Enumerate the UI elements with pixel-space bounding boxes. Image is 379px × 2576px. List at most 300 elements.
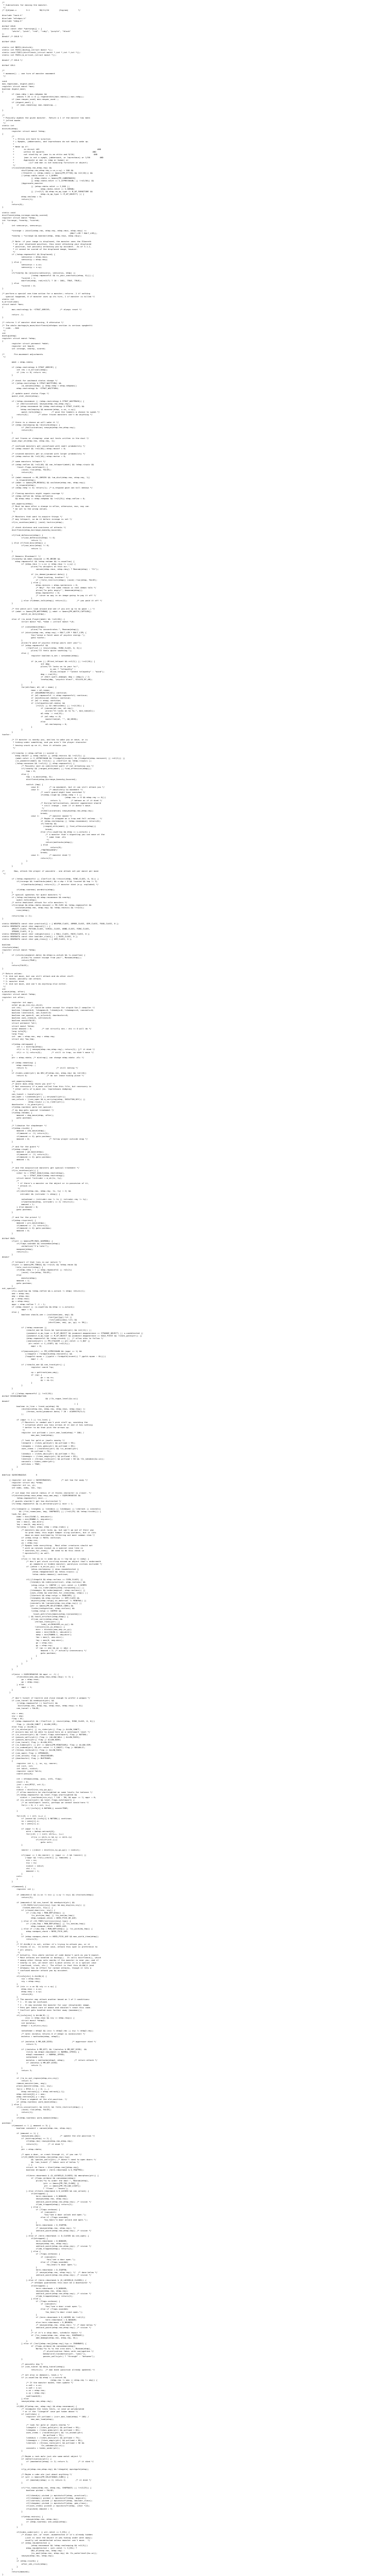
code-line: makeplural(locomotion(ptr, "pass")),	[2, 2352, 87, 2355]
code-line: if (mtmp->mpeaceful &&	[2, 643, 48, 647]
code-line: for(otmp = fobj; otmp; otmp = otmp->nobj) {	[2, 1526, 68, 1529]
code-line: mtmp->iswiz || is_rider(ptr));	[2, 1100, 65, 1104]
code-line: if ((mstatus & MM_HIT) && !(mstatus & MM_DEF_DIED) &&	[2, 2048, 87, 2051]
code-line: struct monst *mtoo;	[2, 1024, 35, 1027]
code-line: }	[2, 374, 13, 377]
code-line: set_apparxy(mtmp);	[2, 1079, 33, 1082]
code-line: /* my dog gets special treatment */	[2, 1108, 54, 1111]
code-line: (uses_items && searches_for_item(mtmp, otmp)) ||	[2, 1591, 88, 1594]
code-line: *	[2, 143, 14, 146]
code-line: }	[2, 2526, 18, 2529]
code-line: mmoved = gd_move(mtmp);	[2, 1150, 44, 1154]
code-line: } else {	[2, 2103, 22, 2106]
code-line: nix = mtmp->mux;	[2, 1977, 41, 1980]
code-line: OBJ_AT(mtmp->mx, mtmp->my) :	[2, 2549, 65, 2552]
code-line: special happened, 0 if monster uses up its turn, 1 if monster is killed */	[2, 295, 95, 298]
code-line: unblock_point(mtmp->mx,mtmp->my); /* vision */	[2, 2200, 92, 2203]
code-line: */	[2, 985, 6, 988]
code-line: if(mtmp->isshk) {	[2, 1127, 32, 1130]
code-line: !index(indigestion, otmp->oclass) &&	[2, 1607, 75, 1610]
code-line: }	[2, 2339, 28, 2342]
code-line: return 3;	[2, 2069, 32, 2072]
code-line: conceals = hides_under(ptr);	[2, 2447, 60, 2450]
code-line: /* Maybe a rock mole just ate some metal object */	[2, 2454, 82, 2458]
code-line: if (mtmp->wormno) see_wsegs(mtmp);	[2, 2520, 67, 2523]
code-line: /* During hallucination, monster appearance should	[2, 801, 101, 804]
code-line: if(((likegold && otmp->oclass == COIN_CLASS) ||	[2, 1578, 83, 1581]
code-line: if(g_at(mtmp->mx,mtmp->my) && likegold) mpickgold(mtmp);	[2, 2468, 89, 2471]
code-line: chcnt = 0;	[2, 1780, 29, 1783]
code-line: register struct permonst *mdat;	[2, 342, 49, 345]
code-line: lmx = max(1, omx-minr);	[2, 1636, 64, 1639]
code-line: can_open = !(nohands(ptr) || verysmall(ptr));	[2, 1095, 66, 1098]
code-line: /* Not necessary if m_move called from this file, but necessary in	[2, 1084, 92, 1088]
code-line: touch_petrifies(&mons[otmp->corpsenm])))	[2, 1612, 82, 1615]
code-line: mstatus = mattackm(mtmp, mtmp2);	[2, 2035, 60, 2038]
code-line: /* returns 1 if monster died moving, 0 otherwise */	[2, 321, 64, 324]
code-line: struct monst *m2, *nmon = (struct monst *)0;	[2, 620, 75, 623]
code-line: }	[2, 890, 13, 893]
code-line: && !is_rider(&mons[otmp->corpsenm])))) ||	[2, 1586, 84, 1589]
code-line: if(btrapped) {	[2, 2236, 48, 2240]
code-line: */	[2, 6, 6, 9]
code-line: (ptr == &mons[PM_GELATINOUS_CUBE] &&	[2, 1604, 74, 1607]
code-line: }	[2, 1284, 13, 1287]
code-line: unblock_point(mtmp->mx,mtmp->my); /* vision */	[2, 2326, 92, 2329]
code-line: if (avoid && (info[i] & NOTONL)) continue;	[2, 1817, 72, 1820]
code-line: }	[2, 1662, 23, 1665]
code-line: seescaryx = mtmp->mux;	[2, 256, 48, 259]
code-line: switch (tmp) {	[2, 783, 43, 786]
code-line: if (cp) {	[2, 1374, 42, 1377]
code-line: mongone(mtmp);	[2, 1247, 33, 1250]
code-line: * having snuck up on it, then it attacks you.	[2, 743, 67, 747]
code-line: * 0: did not move, but can still attack and do other stuff.	[2, 974, 75, 977]
code-line: /* If the monster moved, then update */	[2, 2381, 74, 2384]
code-line: if(nx == mtrk->x && ny == mtrk->y)	[2, 1835, 72, 1838]
code-line: if ((telepathic(m2->data) &&	[2, 702, 65, 705]
code-line: gx = mtmp->mux;	[2, 1677, 40, 1681]
code-line: nidist > (couldsee(nix,niy) ? 144 : 36) && appr == 1) appr = 0;	[2, 1796, 96, 1799]
code-line: if (mtmp->mpeaceful && (!Conflict || resist(mtmp, RING_CLASS, 0, 0)))	[2, 1720, 95, 1723]
code-line: if (flags.verbose) {	[2, 2300, 60, 2303]
code-line: */	[2, 1554, 25, 1557]
code-line: m_respond(mtmp);	[2, 484, 36, 487]
code-line: } else	[2, 282, 19, 285]
code-line: if (is_demon(youmonst.data)) {	[2, 573, 67, 576]
code-line: ny = poss[i].y;	[2, 1822, 40, 1825]
code-line: } else if (here->doormask & (D_LOCKED|D_CLOSED)) {	[2, 2279, 87, 2282]
code-line: register struct monst *mtmp;	[2, 337, 36, 340]
code-line: if((likegold || likegems || likeobjs || likemagic || likerock || conceals)	[2, 1507, 101, 1510]
code-line: if (mmoved==1 && can_tunnel && needspick(ptr) &&	[2, 1901, 75, 1904]
code-line: else flag |= ALLOW_U;	[2, 1725, 37, 1728]
code-line: u.ux = mtmp->mx;	[2, 2389, 46, 2392]
code-line: if (otmp->otyp == ROCK) continue;	[2, 1536, 61, 1539]
code-line: !mtmp->mpeaceful) minr--;	[2, 1497, 47, 1500]
code-line: mtmp->mtrack[0].x = omx;	[2, 2092, 46, 2095]
code-line: if ((mtmp->mstrategy & STRAT_WAITFORU) &&	[2, 381, 61, 384]
code-line: remove_monster(omx, omy);	[2, 2082, 47, 2085]
code-line: }	[2, 1468, 13, 1471]
code-line: */	[2, 163, 15, 166]
code-line: } else {	[2, 2297, 41, 2300]
code-line: /* note: mstatus returns 0 if mtmp2 is nonexistent */	[2, 2032, 85, 2035]
code-line: pline("%s cannot escape from you!", Monnam(mtmp));	[2, 956, 82, 959]
code-line: }	[2, 1995, 18, 1998]
code-line: */	[2, 329, 6, 332]
code-line: SPBOOK_CLASS, 0 };	[2, 930, 33, 933]
code-line: if(mtmp->isgd) {	[2, 1147, 31, 1150]
code-line: /*	[2, 1179, 19, 1182]
code-line: case 1: /* monster moved */	[2, 815, 72, 818]
code-line: here->doormask = D_NODOOR;	[2, 2286, 67, 2290]
code-line: for(j=0; j < jcnt; mtrk++, j++)	[2, 1833, 64, 1836]
code-line: && (!*in_rooms(omx, omy, SHOPBASE) || (!rn2(25) && !mtmp->isshk))) {	[2, 1510, 101, 1513]
code-line: int res = m_arrival(mtmp);	[2, 368, 48, 371]
code-line: if(u.uswallow && !mtmp->mflee && u.ustuck != mtmp) return(1);	[2, 1290, 85, 1293]
code-line: if (mdat == &mons[PM_MEDUSA] && couldsee(mtmp->mx, mtmp->my))	[2, 481, 85, 484]
code-line: (!appr && !rn2(++chcnt)) || !mmoved) {	[2, 1856, 71, 1859]
code-line: #endif	[2, 1399, 10, 1402]
code-line: {	[2, 998, 4, 1001]
code-line: } else	[2, 1683, 24, 1686]
code-line: * + Nymphs, jabberwocks, and leprechauns do not easily wake up.	[2, 140, 89, 143]
code-line: }	[2, 1069, 13, 1072]
code-line: ty = STRAT_GOALY(mtmp->mstrategy);	[2, 1174, 65, 1177]
code-line: if(distmin(omx,omy,mtmp->mux,mtmp->muy) <= 3) {	[2, 1675, 74, 1678]
code-line: goto postmov;	[2, 1208, 32, 1211]
code-line: likemagic = (likes_magic(ptr) && pctload < 85);	[2, 1454, 78, 1458]
code-line: You_hear("a door open.");	[2, 2263, 77, 2266]
code-line: disturb(mtmp)	[2, 127, 18, 130]
code-line: }	[2, 1877, 18, 1880]
code-line: unblock_point(mtmp->mx,mtmp->my); /* vision */	[2, 2229, 92, 2232]
code-line: * in direct LOS AND	[2, 148, 101, 151]
code-line: }	[2, 1654, 37, 1657]
code-line: ptr->mlet == S_LIGHT) && !rn2(3)))	[2, 1342, 70, 1345]
code-line: && (!Is_rogue_level(&u.uz))	[2, 1397, 78, 1400]
code-line: if (mtmp->msleeping || !mtmp->mcanmove) return(0);	[2, 820, 101, 823]
code-line: pline("It feels quite soothing.");	[2, 649, 72, 652]
code-line: omx = mtmp->mx;	[2, 1292, 30, 1295]
code-line: (youmonst.m_ap_type == M_AP_OBJECT && youmonst.mappearance == STRANGE_OBJECT) || u.uundetected ||	[2, 1331, 144, 1334]
code-line: /* monsters may pick rocks up, but won't go out of their way	[2, 1528, 94, 1531]
code-line: nxti: ;	[2, 1874, 33, 1877]
code-line: if (!(mw_tmp = MON_WEP(mtmp)) ||	[2, 1911, 65, 1914]
code-line: ((lepgold = findgold(mtmp->minvent)) &&	[2, 1352, 72, 1355]
code-line: #ifdef REINCARNATION	[2, 1394, 26, 1397]
code-line: mtmp->weapon_check = NEED_PICK_OR_AXE;	[2, 1917, 77, 1920]
code-line: mmoved = 1;	[2, 1202, 35, 1206]
code-line: /* and for the priest */	[2, 1216, 41, 1219]
code-line: niy = ny;	[2, 1861, 37, 1865]
code-line: goto postmov;	[2, 1281, 32, 1284]
code-line: !mtoo->data->mmove)) continue;	[2, 1573, 68, 1576]
code-line: (moves % 20 == 0 || regenerates(mon->data))) mon->mhp++;	[2, 95, 84, 98]
code-line: if (nix == u.ux && niy == u.uy) {	[2, 1985, 57, 1988]
code-line: return(TRUE);	[2, 959, 37, 962]
code-line: !In_sokoban(&u.uz));	[2, 2444, 65, 2447]
code-line: cnt = mfndpos(mtmp, poss, info, flag);	[2, 1777, 63, 1781]
code-line: * or if the "likegold" case got taken above */	[2, 2410, 78, 2413]
code-line: || (!rn2(7) && mtmp->m_ap_type != M_AP_FURNITURE &&	[2, 190, 93, 193]
code-line: && !can_tunnel /* taken care of below */	[2, 2161, 79, 2164]
code-line: (BOLT_LIM * BOLT_LIM));	[2, 232, 98, 235]
code-line: if(i == 1) return(0); /* still in trap, so didn't move */	[2, 1050, 94, 1054]
code-line: {	[2, 1759, 13, 1762]
code-line: struct permonst *ptr;	[2, 1022, 37, 1025]
code-line: pline("A wave of psychic energy pours over you!");	[2, 641, 82, 644]
code-line: * confused monster attack you by accident.	[2, 1969, 68, 1972]
code-line: uses_items = (!mindless(ptr) && !is_animal(ptr)	[2, 1447, 78, 1450]
code-line: }	[2, 967, 4, 970]
code-line: *scared = 0;	[2, 284, 36, 287]
code-line: setlikes = TRUE;	[2, 1463, 41, 1466]
code-line: You_hear("a door unlock and open.");	[2, 2218, 88, 2222]
code-line: newsym(mtmp->mx, mtmp->my);	[2, 2554, 54, 2557]
code-line: You("see a door open.");	[2, 2258, 76, 2261]
code-line: for(m2=fmon; m2; m2 = nmon) {	[2, 686, 57, 689]
code-line: mtmp->mtrack[j] = mtmp->mtrack[j-1];	[2, 2090, 65, 2093]
code-line: register int pctload = (curr_mon_load(mtmp) * 100) /	[2, 2415, 89, 2418]
code-line: unblock_point(mtmp->mx,mtmp->my); /* vision */	[2, 2245, 92, 2248]
code-line: struct rm *here = &levl[mtmp->mx][mtmp->my];	[2, 2166, 79, 2169]
code-line: }	[2, 2265, 37, 2268]
code-line: if (passes_walls(ptr)) flag |= (ALLOW_WALL | ALLOW_ROCK);	[2, 1735, 81, 1738]
code-line: */	[2, 1951, 21, 1954]
code-line: if(info[chi] & ALLOW_U) {	[2, 1974, 47, 1977]
code-line: !sobj_at(BOULDER,xx,yy)) &&	[2, 1622, 74, 1625]
code-line: gx = mtmp->mux;	[2, 1297, 30, 1300]
code-line: }	[2, 287, 4, 290]
code-line: }	[2, 2119, 13, 2122]
code-line: * same time -dlc	[2, 835, 66, 838]
code-line: }	[2, 602, 13, 605]
code-line: chi = i;	[2, 1867, 36, 1870]
code-line: if (mtmp->mstrategy & STRAT_ARRIVE) {	[2, 366, 57, 369]
code-line: if (digest_meal) {	[2, 100, 33, 104]
code-line: } else	[2, 843, 48, 846]
code-line: if(likeobjs) picked |= mpickstuff(mtmp, practical);	[2, 2494, 88, 2497]
code-line: /* If monster is nearby you, and has to wake you or move, or is	[2, 738, 88, 741]
code-line: (should_see && Invis && !perceives(ptr) && rn2(11)) ||	[2, 1329, 92, 1332]
code-line: int	[2, 988, 6, 991]
code-line: /* possibly dig */	[2, 2363, 43, 2366]
code-line: #endif	[2, 1255, 10, 1258]
code-line: /* check distance and scariness of attacks */	[2, 526, 66, 529]
code-line: int seescaryx, seescaryy;	[2, 224, 42, 227]
code-line: (conceals && !cansee(otmp->ox,otmp->oy)) ||	[2, 1602, 82, 1605]
code-line: can_unlock = ((can_open && m_carrying(mtmp, SKELETON_KEY)) ||	[2, 1098, 85, 1101]
code-line: if (!mtmp->mpeaceful || (Conflict && !resist(mtmp, RING_CLASS, 0, 0))) {	[2, 877, 99, 880]
code-line: * Conflict gets handled even farther away (movemon()).	[2, 2008, 83, 2011]
code-line: }	[2, 2449, 23, 2452]
code-line: }	[2, 864, 13, 867]
code-line: /* Maybe a cube ate just about anything */	[2, 2473, 72, 2476]
code-line: if(use_misc(mtmp) != 0)	[2, 544, 49, 547]
code-line: /* on noteleport levels, perhaps we cannot avoid hero */	[2, 1801, 89, 1804]
code-line: if (*in_rooms(mtmp->mx, mtmp->my, SHOPBASE))	[2, 2334, 84, 2337]
code-line: return(0);	[2, 203, 24, 206]
code-line: && pctload < 75);	[2, 1449, 52, 1452]
code-line: goto toofar;	[2, 636, 46, 639]
code-line: oomy = min(ROWNO-1, omy+minr);	[2, 1518, 53, 1521]
code-line: mmoved = 0; /* follow player outside shop */	[2, 1137, 88, 1140]
code-line: if(!nearby || mtmp->mflee || scared ||	[2, 751, 58, 754]
code-line: chi = -1;	[2, 1785, 28, 1788]
code-line: mmoved = 1;	[2, 1869, 40, 1872]
code-line: if(is_covetous(ptr)) {	[2, 1168, 39, 1172]
code-line: /* look for gold or jewels nearby */	[2, 2423, 70, 2426]
code-line: return(0); /* other frozen monsters can't do anything */	[2, 413, 93, 416]
code-line: goto postmov;	[2, 1651, 57, 1654]
code-line: if(!nearby &&	[2, 822, 57, 825]
code-line: else if(u.uswallow && mtmp == u.ustuck) {	[2, 830, 90, 833]
code-line: || (mtmp->data->mlet == S_DOG ||	[2, 184, 70, 188]
code-line: * 3: did not move, and can't do anything else either.	[2, 982, 67, 986]
code-line: /* Monsters that want to acquire things */	[2, 515, 63, 518]
code-line: ((monsndx(ptr) == PM_STALKER || ptr->mlet == S_BAT ||	[2, 1339, 90, 1342]
code-line: /*	[2, 134, 14, 138]
code-line: flag |= (ALLOW_SANCT | ALLOW_SSM);	[2, 1722, 58, 1725]
code-line: return 1;	[2, 539, 42, 542]
code-line: mmoved = pri_move(mtmp);	[2, 1221, 46, 1224]
code-line: }	[2, 2565, 18, 2568]
code-line: }	[2, 859, 28, 862]
code-line: /* stunned monsters get un-stunned with larger probability */	[2, 452, 85, 455]
code-line: if(is_covetous(mdat)) (void) tactics(mtmp);	[2, 520, 64, 523]
code-line: /* "Good hunting, brother" */	[2, 575, 68, 579]
code-line: ptr == &mons[PM_YELLOW_LIGHT])	[2, 2184, 81, 2187]
code-line: /* fleeing monsters might regain courage */	[2, 492, 64, 495]
code-line: register int appr;	[2, 1001, 33, 1004]
code-line: if (flags.verbose && canseemon(mtmp))	[2, 2176, 76, 2179]
code-line: if (mtmp->mconf || (u.uswallow && mtmp == u.ustuck))	[2, 1305, 75, 1308]
code-line: boolean in_line = lined_up(mtmp) &&	[2, 1405, 59, 1408]
code-line: }	[2, 731, 13, 734]
code-line: } else {	[2, 261, 22, 264]
code-line: notonhead = mtmp2 && (nix != mtmp2->mx || niy != mtmp2->my);	[2, 2029, 94, 2032]
code-line: if (passes_bars(ptr)) flag |= ALLOW_BARS;	[2, 1738, 61, 1741]
code-line: (!mtmp->mcansee && !rn2(4)) || mtmp->mpeaceful) {	[2, 762, 75, 765]
code-line: /* check for waitmask status change */	[2, 379, 58, 382]
code-line: if (cansee(m2->mx, m2->my))	[2, 707, 74, 710]
code-line: distfleeck(mtmp,&inrange,&nearby,&scared);	[2, 528, 63, 531]
code-line: * monmove() -- one turn of monster movement	[2, 72, 56, 75]
code-line: passes_walls(ptr) ? "through" : "between");	[2, 2355, 95, 2358]
code-line: m_respond(mtmp);	[2, 479, 36, 482]
code-line: {	[2, 90, 4, 93]
code-line: mmoved = shk_move(mtmp);	[2, 1129, 46, 1132]
code-line: Blind_telepat ? "latent telepathy" : "mind");	[2, 670, 105, 673]
code-line: if(ptr == &mons[PM_TENGU] && !rn2(5) && !mtmp->mcan &&	[2, 1263, 77, 1266]
code-line: /* Monsters in combat won't pick stuff up, avoiding the	[2, 1420, 88, 1423]
code-line: }	[2, 1231, 13, 1234]
code-line: minr = distmin(omx,omy,xx,yy);	[2, 1628, 72, 1631]
code-line: (void) rloc(mtmp, FALSE);	[2, 2108, 52, 2111]
code-line: int	[2, 331, 6, 334]
code-line: !mtmp->msleeping && monnear(mtmp, u.ux, u.uy))	[2, 408, 76, 411]
code-line: }	[2, 1140, 13, 1143]
code-line: }	[2, 1053, 13, 1056]
code-line: pline("%s gets angry!", Amonnam(mtmp));	[2, 589, 83, 591]
code-line: if((dist2(mtmp->mx, mtmp->my, tx, ty) < 2) &&	[2, 1190, 71, 1193]
code-line: boolean picked = FALSE;	[2, 2488, 54, 2492]
code-line: if(mtmp->wormno) goto not_special;	[2, 1106, 53, 1109]
code-line: if(inrange && !noattacks(mdat) && u.uhp > 0 && !scared && tmp != 3)	[2, 880, 98, 883]
code-line: objects[otmp->otyp].oc_material != MINERAL) ||	[2, 1599, 87, 1602]
code-line: xchar gx,gy,nix,niy,chcnt;	[2, 1003, 43, 1006]
code-line: * Pets get taken care of above and shouldn't reach this code.	[2, 2006, 92, 2009]
code-line: if (mtmp->mux != u.ux || mtmp->muy != u.uy) {	[2, 563, 76, 566]
code-line: omy = mtmp->my;	[2, 1295, 30, 1298]
code-line: mtmp2 = m_at(nix,niy);	[2, 2024, 48, 2027]
code-line: return(1);	[2, 2111, 33, 2114]
code-line: }	[2, 861, 23, 865]
code-line: (likerock && otmp->otyp == BOULDER) ||	[2, 1594, 76, 1597]
code-line: }	[2, 1880, 13, 1883]
code-line: }	[2, 2523, 23, 2526]
code-line: return(mattacku(mtmp));	[2, 841, 74, 843]
code-line: !levl[omx][omy].lit) &&	[2, 1318, 77, 1321]
code-line: if(mtmp->wormno) worm_nomove(mtmp);	[2, 2116, 59, 2119]
code-line: * Aggravate or mon is (dog or human) or	[2, 158, 68, 161]
code-line: m_move(mtmp, after)	[2, 990, 25, 993]
code-line: int mstatus;	[2, 2022, 36, 2025]
code-line: if (res >= 0) return res;	[2, 371, 47, 374]
code-line: nmon = m2->nmon;	[2, 688, 50, 691]
code-line: /* Must be done after a change in mflee, otherwise, mux, muy can	[2, 505, 89, 507]
code-line: struct obj *mw_tmp;	[2, 1038, 35, 1041]
code-line: ((IS_ROCK(levl[nix][niy].typ) && may_dig(nix,niy)) ||	[2, 1903, 85, 1906]
code-line: else if (flags.soundok)	[2, 2216, 68, 2219]
code-line: mtmp->minvis = mtmp->perminvis = 0;	[2, 583, 78, 586]
code-line: } else if(find_misc(mtmp)) {	[2, 541, 46, 545]
code-line: }	[2, 1872, 23, 1875]
code-line: *scared = 1;	[2, 276, 36, 279]
code-line: if(mmoved >= 0) goto postmov;	[2, 1226, 52, 1229]
code-line: for(i=0; i < cnt; i++) {	[2, 1814, 46, 1817]
code-line: mtmp->mpeaceful = 0;	[2, 591, 60, 595]
code-line: }	[2, 2066, 23, 2069]
code-line: ) {	[2, 1402, 78, 1405]
code-line: struct monst *mon;	[2, 302, 24, 306]
code-line: if (mstatus & MM_AGR_DIED) /* aggressor died */	[2, 2040, 96, 2043]
code-line: newsym(omx,omy); /* update the old position */	[2, 2134, 95, 2138]
code-line: Norep("%s %s %s the iron bars.", Monnam(mtmp),	[2, 2347, 92, 2350]
code-line: * within 10 squares AND	[2, 150, 96, 154]
code-line: if (meatmetal(mtmp) == 2) return 2; /* it died */	[2, 2460, 94, 2463]
code-line: #include "mfndpos.h"	[2, 16, 26, 20]
code-line: /* mfndpos guarantees this must be a doorbuster */	[2, 2281, 92, 2284]
code-line: notonhead = 0;	[2, 2056, 43, 2059]
code-line: static NEARDATA const char boulder_class[] = { ROCK_CLASS, 0 };	[2, 935, 78, 938]
code-line: * 2 - It may mistake the monster for your (displaced) image.	[2, 2003, 90, 2006]
code-line: appr = 0;	[2, 1308, 32, 1311]
code-line: /*	[2, 69, 5, 72]
code-line: tmp = m_move(mtmp, 0);	[2, 775, 53, 778]
code-line: dist2(mtmp->mx,mtmp->my,u.ux,u.uy) < 100 &&	[2, 169, 74, 172]
code-line: (youmonst.m_ap_type == M_AP_OBJECT && youmonst.mappearance == GOLD_PIECE && !likes_gold(ptr)) ||	[2, 1334, 142, 1337]
code-line: if (Hallucination) newsym(mtmp->mx,mtmp->my);	[2, 426, 76, 429]
code-line: !level.flags.noteleport) {	[2, 465, 48, 468]
code-line: /* allow monsters be shortsighted on some levels for balance */	[2, 1790, 93, 1793]
code-line: quest_talk(mtmp); /* give the leaders a chance to speak */	[2, 410, 100, 413]
code-line: if (!mtmp->msleeping && mtmp->mcanmove && nearby)	[2, 895, 71, 899]
code-line: cuss(mtmp);	[2, 909, 30, 912]
code-line: }	[2, 2567, 13, 2570]
